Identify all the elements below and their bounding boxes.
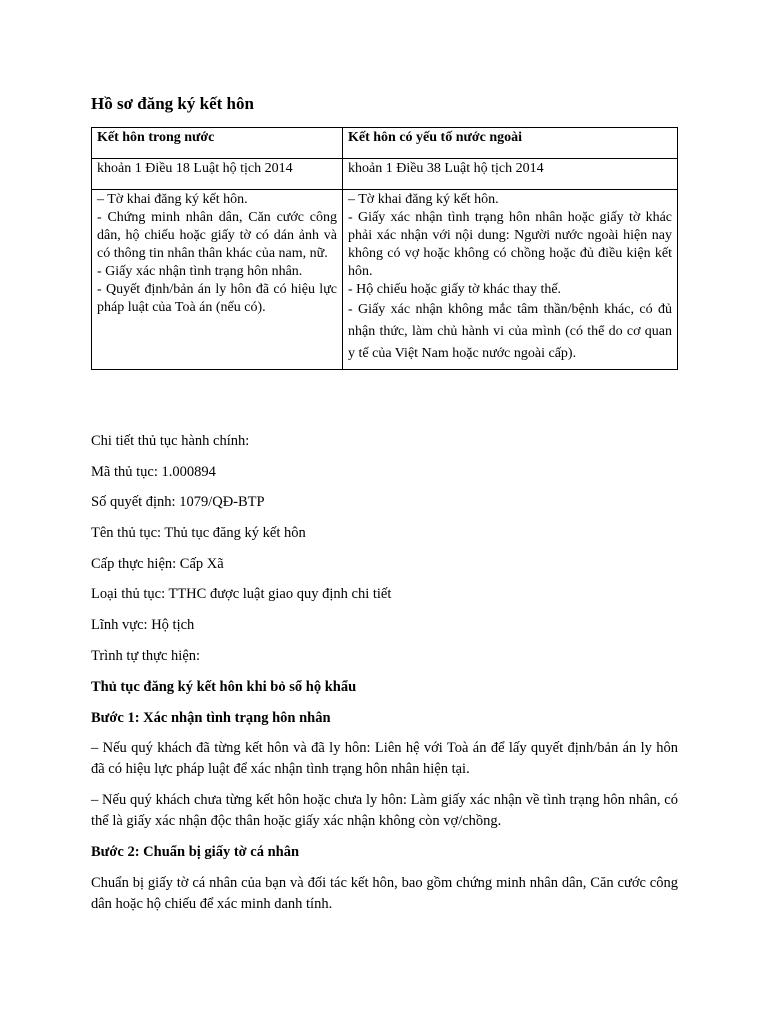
details-heading: Chi tiết thủ tục hành chính: [91,433,250,449]
header-domestic: Kết hôn trong nước [92,128,343,159]
procedure-type: Loại thủ tục: TTHC được luật giao quy định chi tiết [91,586,392,602]
foreign-item: - Hộ chiếu hoặc giấy tờ khác thay thế. [348,282,562,297]
legal-basis-foreign: khoản 1 Điều 38 Luật hộ tịch 2014 [343,159,678,190]
implementation-level: Cấp thực hiện: Cấp Xã [91,556,224,572]
document-title: Hồ sơ đăng ký kết hôn [91,94,254,113]
step1-title: Bước 1: Xác nhận tình trạng hôn nhân [91,710,331,726]
sequence-heading: Trình tự thực hiện: [91,648,201,664]
legal-basis-row [92,159,678,190]
legal-basis-domestic: khoản 1 Điều 18 Luật hộ tịch 2014 [92,159,343,190]
table-header-row [92,128,678,159]
documents-row [92,190,678,370]
procedure-field: Lĩnh vực: Hộ tịch [91,617,195,633]
foreign-documents-cell [343,190,678,370]
foreign-item: - Giấy xác nhận tình trạng hôn nhân hoặc giấy tờ khác phải xác nhận với nội dung: Người nước ngoài hiện nay không có vợ hoặc không có chồng hoặc đủ điều kiện kết hôn. [348,210,672,279]
procedure-heading: Thủ tục đăng ký kết hôn khi bỏ sổ hộ khẩu [91,679,357,695]
foreign-item: - Giấy xác nhận không mắc tâm thần/bệnh khác, có đủ nhận thức, làm chủ hành vi của mình (có thể do cơ quan y tế của Việt Nam hoặc nước ngoài cấp). [348,302,672,361]
decision-number: Số quyết định: 1079/QĐ-BTP [91,494,265,510]
procedure-code: Mã thủ tục: 1.000894 [91,464,216,480]
step1-paragraph-1: – Nếu quý khách đã từng kết hôn và đã ly hôn: Liên hệ với Toà án để lấy quyết định/bản án ly hôn đã có hiệu lực pháp luật để xác nhận tình trạng hôn nhân hiện tại. [91,740,678,777]
foreign-item: – Tờ khai đăng ký kết hôn. [348,192,499,207]
requirements-table [91,127,678,370]
step2-paragraph-1: Chuẩn bị giấy tờ cá nhân của bạn và đối tác kết hôn, bao gồm chứng minh nhân dân, Căn cước công dân hoặc hộ chiếu để xác minh danh tính. [91,875,678,912]
domestic-documents-cell [92,190,343,370]
domestic-item: - Chứng minh nhân dân, Căn cước công dân, hộ chiếu hoặc giấy tờ có dán ảnh và có thông tin nhân thân khác của nam, nữ. [97,210,337,261]
domestic-item: - Giấy xác nhận tình trạng hôn nhân. [97,264,303,279]
step2-title: Bước 2: Chuẩn bị giấy tờ cá nhân [91,844,300,860]
procedure-name: Tên thủ tục: Thủ tục đăng ký kết hôn [91,525,306,541]
domestic-item: – Tờ khai đăng ký kết hôn. [97,192,248,207]
step1-paragraph-2: – Nếu quý khách chưa từng kết hôn hoặc chưa ly hôn: Làm giấy xác nhận về tình trạng hôn nhân, có thể là giấy xác nhận độc thân hoặc giấy xác nhận không còn vợ/chồng. [91,792,678,829]
header-foreign: Kết hôn có yếu tố nước ngoài [343,128,678,159]
domestic-item: - Quyết định/bản án ly hôn đã có hiệu lực pháp luật của Toà án (nếu có). [97,282,337,315]
